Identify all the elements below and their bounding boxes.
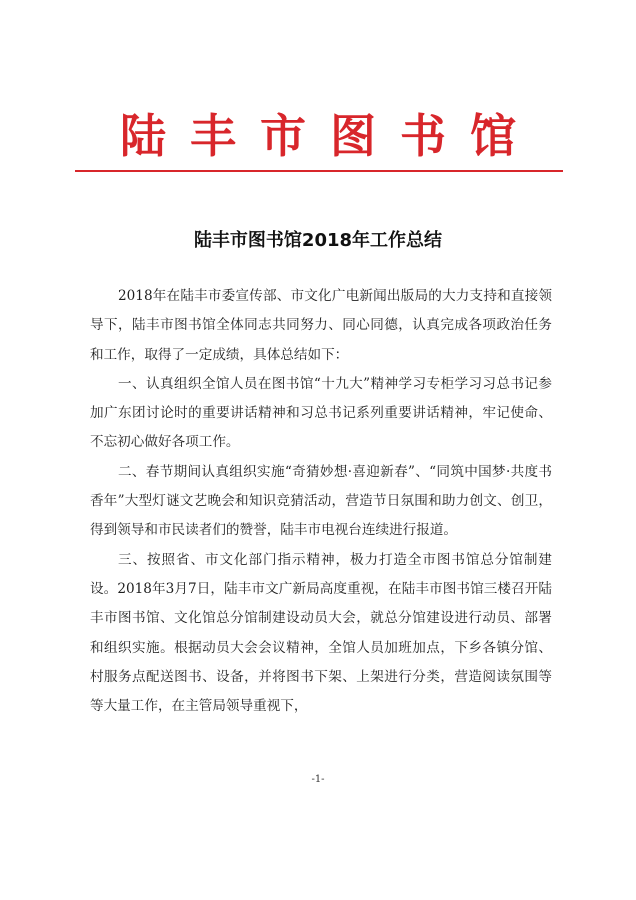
paragraph-item-3: 三、按照省、市文化部门指示精神，极力打造全市图书馆总分馆制建设。2018年3月7日，陆丰市文广新局高度重视，在陆丰市图书馆三楼召开陆丰市图书馆、文化馆总分馆制建设动员大会，就总分馆建设进行动员、部署和组织实施。根据动员大会会议精神，全馆人员加班加点，下乡各镇分馆、村服务点配送图书、设备，并将图书下架、上架进行分类，营造阅读氛围等等大量工作，在主管局领导重视下， <box>90 551 552 715</box>
document-title: 陆丰市图书馆2018年工作总结 <box>193 230 443 251</box>
document-body <box>90 282 552 721</box>
letterhead-divider <box>75 170 563 172</box>
paragraph-item-2: 二、春节期间认真组织实施“奇猜妙想·喜迎新春”、“同筑中国梦·共度书香年”大型灯谜文艺晚会和知识竞猜活动，营造节日氛围和助力创文、创卫，得到领导和市民读者们的赞誉，陆丰市电视台连续进行报道。 <box>90 463 552 539</box>
letterhead-title: 陆丰市图书馆 <box>120 109 540 163</box>
paragraph-intro: 2018年在陆丰市委宣传部、市文化广电新闻出版局的大力支持和直接领导下，陆丰市图书馆全体同志共同努力、同心同德，认真完成各项政治任务和工作，取得了一定成绩，具体总结如下： <box>90 288 552 363</box>
paragraph-item-1: 一、认真组织全馆人员在图书馆“十九大”精神学习专柜学习习总书记参加广东团讨论时的重要讲话精神和习总书记系列重要讲话精神，牢记使命、不忘初心做好各项工作。 <box>90 375 552 451</box>
page-number: -1- <box>311 774 325 785</box>
